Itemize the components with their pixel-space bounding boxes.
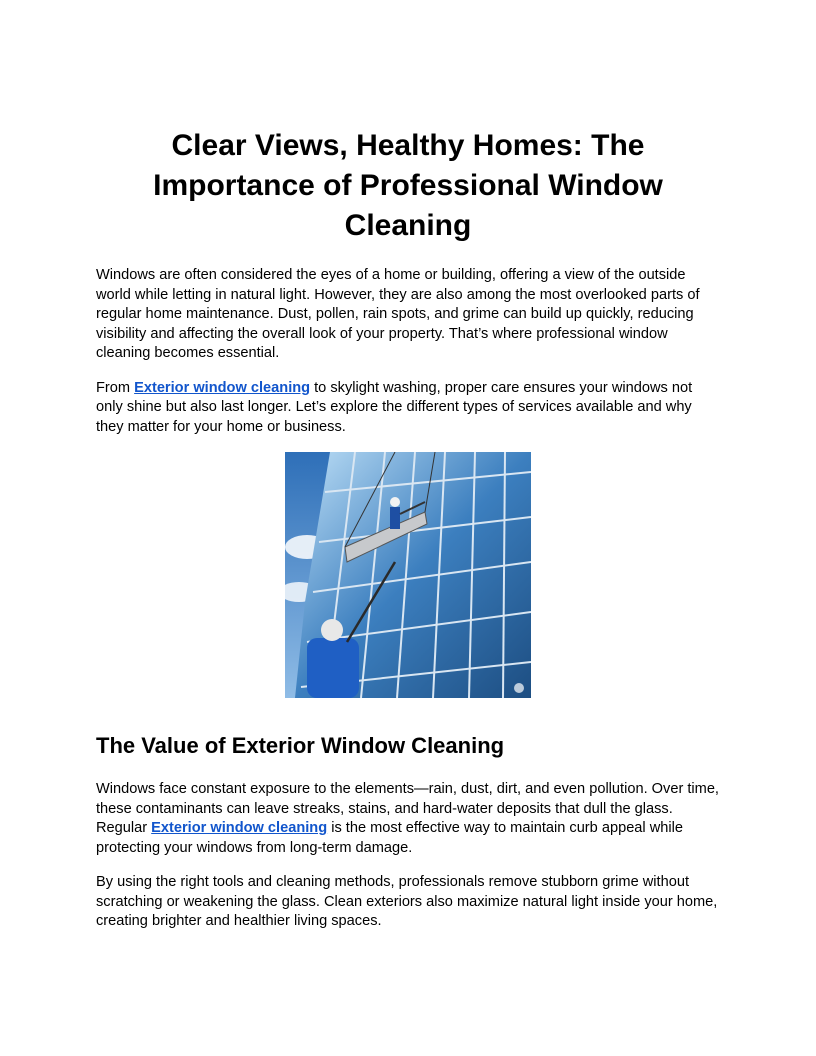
value-paragraph — [96, 780, 720, 858]
value-text-before: Windows face constant exposure to the elements—rain, dust, dirt, and even pollution. Over time, these contaminants can leave streaks, stains, and hard-water deposits that dull the glass. Regular — [96, 781, 719, 836]
document-page — [96, 126, 720, 947]
intro-paragraph: Windows are often considered the eyes of a home or building, offering a view of the outside world while letting in natural light. However, they are also among the most overlooked parts of regular home maintenance. Dust, pollen, rain spots, and grime can build up quickly, reducing visibility and affecting the overall look of your property. That’s where professional window cleaning becomes essential. — [96, 267, 700, 361]
exterior-cleaning-link-2[interactable]: Exterior window cleaning — [151, 820, 328, 836]
methods-paragraph: By using the right tools and cleaning methods, professionals remove stubborn grime without scratching or weakening the glass. Clean exteriors also maximize natural light inside your home, creating brighter and healthier living spaces. — [96, 874, 718, 929]
worker-on-gondola — [390, 507, 400, 529]
value-text-after: is the most effective way to maintain curb appeal while protecting your windows from long-term damage. — [96, 820, 683, 856]
services-text-before: From — [96, 379, 135, 396]
services-paragraph — [96, 379, 720, 438]
exterior-cleaning-link-1[interactable]: Exterior window cleaning — [134, 379, 311, 396]
window-cleaning-photo — [285, 452, 531, 698]
services-text-after: to skylight washing, proper care ensures your windows not only shine but also last longer. Let’s explore the different types of services available and why they matter for your home or business. — [96, 379, 693, 435]
page-title: Clear Views, Healthy Homes: The Importance of Professional Window Cleaning — [153, 129, 663, 242]
hard-hat — [321, 619, 343, 641]
worker-foreground — [307, 638, 359, 698]
section-heading: The Value of Exterior Window Cleaning — [96, 733, 505, 758]
